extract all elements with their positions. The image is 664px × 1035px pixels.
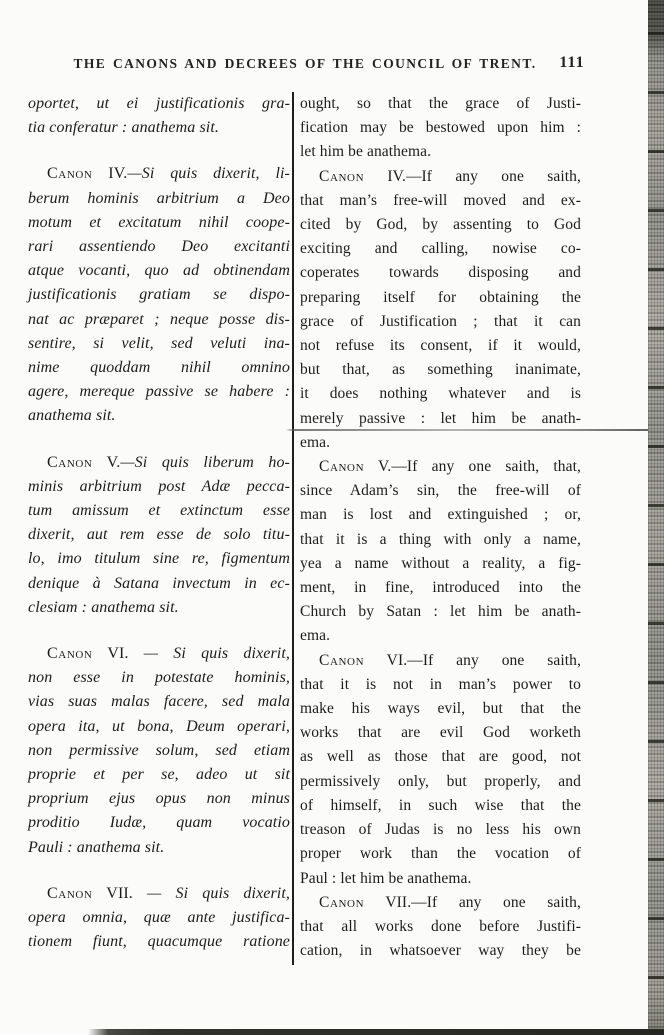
text-line: minis arbitrium post Adæ pecca-: [28, 477, 290, 495]
text-line: fication may be bestowed upon him :: [300, 119, 581, 137]
canon-label: Canon: [319, 893, 365, 911]
text-line: that it is a thing with only a name,: [300, 530, 581, 548]
canon-number: V.: [92, 453, 121, 471]
scan-artifact-line: [286, 429, 664, 431]
text-line: proper work than the vocation of: [300, 845, 581, 863]
text-line: proditio Iudæ, quam vocatio: [28, 814, 290, 832]
text-line: opera ita, ut bona, Deum operari,: [28, 717, 290, 735]
text-line: berum hominis arbitrium a Deo: [28, 189, 290, 207]
text-line: lo, imo titulum sine re, figmentum: [28, 550, 290, 568]
text-line: Canon V.—Si quis liberum ho-: [47, 453, 290, 471]
scan-bottom-bar: [88, 1029, 664, 1035]
canon-number: IV.: [92, 165, 128, 183]
canon-label: Canon: [319, 651, 365, 669]
text-line: non permissive solum, sed etiam: [28, 741, 290, 759]
text-line: vias suas malas facere, sed mala: [28, 693, 290, 711]
paragraph: [28, 451, 290, 620]
paragraph: [300, 455, 581, 649]
text-line: man is lost and extinguished ; or,: [300, 506, 581, 524]
column-divider: [292, 92, 294, 965]
text-line: Church by Satan : let him be anath-: [300, 603, 581, 621]
paragraph: [300, 165, 581, 455]
text-line: but that, as something inanimate,: [300, 361, 581, 379]
text-line: motum et excitatum nihil coope-: [28, 213, 290, 231]
text-line: agere, mereque passive se habere :: [28, 383, 290, 401]
text-line: oportet, ut ei justificationis gra-: [28, 95, 290, 112]
text-line: merely passive : let him be anath-: [300, 409, 581, 427]
english-column: [300, 92, 581, 963]
text-line: since Adam’s sin, the free-will of: [300, 482, 581, 500]
text-line: dixerit, aut rem esse de solo titu-: [28, 526, 290, 544]
text-line: not refuse its consent, if it would,: [300, 337, 581, 355]
paragraph: [300, 92, 581, 165]
text-line: ment, in fine, introduced into the: [300, 579, 581, 597]
text-line: tia conferatur : anathema sit.: [28, 119, 219, 137]
text-line: justificationis gratiam se dispo-: [28, 286, 290, 304]
text-line: yea a name without a reality, a fig-: [300, 554, 581, 572]
text-line: Paul : let him be anathema.: [300, 869, 472, 887]
page-header: [0, 56, 610, 76]
text-line: let him be anathema.: [300, 143, 432, 161]
paragraph: [28, 162, 290, 428]
text-line: permissively only, but properly, and: [300, 772, 581, 790]
text-line: treason of Judas is no less his own: [300, 821, 581, 839]
text-line: ema.: [300, 627, 331, 645]
text-line: anathema sit.: [28, 407, 116, 425]
latin-column: [28, 92, 290, 955]
text-line: denique à Satana invectum in ec-: [28, 574, 290, 592]
text-line: proprium ejus opus non minus: [28, 790, 290, 808]
text-line: atque vocanti, quo ad obtinendam: [28, 262, 290, 280]
text-line: Canon VI.—If any one saith,: [319, 651, 581, 669]
text-line: Canon VII. — Si quis dixerit,: [47, 884, 291, 902]
text-line: make his ways evil, but that the: [300, 700, 581, 718]
text-line: as well as those that are good, not: [300, 748, 581, 766]
canon-number: VII.: [364, 893, 412, 911]
canon-number: VI.: [364, 651, 408, 669]
canon-label: Canon: [47, 884, 93, 902]
text-line: rari assentiendo Deo excitanti: [28, 238, 290, 256]
scan-edge-strip: [648, 0, 664, 1035]
text-line: sentire, si velit, sed veluti ina-: [28, 334, 290, 352]
text-line: tionem fiunt, quacumque ratione: [28, 933, 290, 951]
paragraph: [300, 649, 581, 891]
canon-label: Canon: [47, 453, 93, 471]
text-line: exciting and calling, nowise co-: [300, 240, 581, 258]
page-number: 111: [559, 54, 585, 71]
text-line: tum amissum et extinctum esse: [28, 502, 290, 520]
paragraph: [28, 92, 290, 140]
text-line: coperates towards disposing and: [300, 264, 581, 282]
canon-label: Canon: [319, 167, 365, 185]
canon-label: Canon: [47, 645, 93, 663]
text-line: it does nothing whatever and is: [300, 385, 581, 403]
running-title: THE CANONS AND DECREES OF THE COUNCIL OF TRENT.: [73, 56, 537, 71]
text-line: Canon VI. — Si quis dixerit,: [47, 645, 290, 663]
canon-number: V.: [364, 458, 392, 476]
text-line: Canon V.—If any one saith, that,: [319, 458, 582, 476]
text-line: Canon IV.—Si quis dixerit, li-: [47, 165, 290, 183]
text-line: that all works done before Justifi-: [300, 917, 581, 935]
paragraph: [28, 882, 290, 955]
text-line: works that are evil God worketh: [300, 724, 581, 742]
text-line: preparing itself for obtaining the: [300, 288, 581, 306]
text-line: Canon IV.—If any one saith,: [319, 167, 581, 185]
text-line: of himself, in such wise that the: [300, 796, 581, 814]
canon-number: IV.: [364, 167, 406, 185]
text-line: cation, in whatsoever way they be: [300, 942, 581, 960]
text-line: ought, so that the grace of Justi-: [300, 95, 581, 112]
text-line: ema.: [300, 433, 331, 451]
canon-number: VI.: [92, 645, 129, 663]
text-line: non esse in potestate hominis,: [28, 669, 290, 687]
canon-label: Canon: [319, 458, 365, 476]
text-line: nat ac præparet ; neque posse dis-: [28, 310, 290, 328]
text-line: Pauli : anathema sit.: [28, 838, 165, 856]
text-line: grace of Justification ; that it can: [300, 312, 581, 330]
text-line: nime quoddam nihil omnino: [28, 359, 290, 377]
text-line: Canon VII.—If any one saith,: [319, 893, 581, 911]
canon-number: VII.: [92, 884, 133, 902]
canon-label: Canon: [47, 165, 93, 183]
text-line: that man’s free-will moved and ex-: [300, 191, 581, 209]
paragraph: [300, 891, 581, 964]
text-line: clesiam : anathema sit.: [28, 598, 179, 616]
text-line: cited by God, by assenting to God: [300, 216, 581, 234]
paragraph: [28, 642, 290, 860]
text-line: that it is not in man’s power to: [300, 675, 581, 693]
text-line: opera omnia, quæ ante justifica-: [28, 909, 290, 927]
text-line: proprie et per se, adeo ut sit: [28, 766, 290, 784]
